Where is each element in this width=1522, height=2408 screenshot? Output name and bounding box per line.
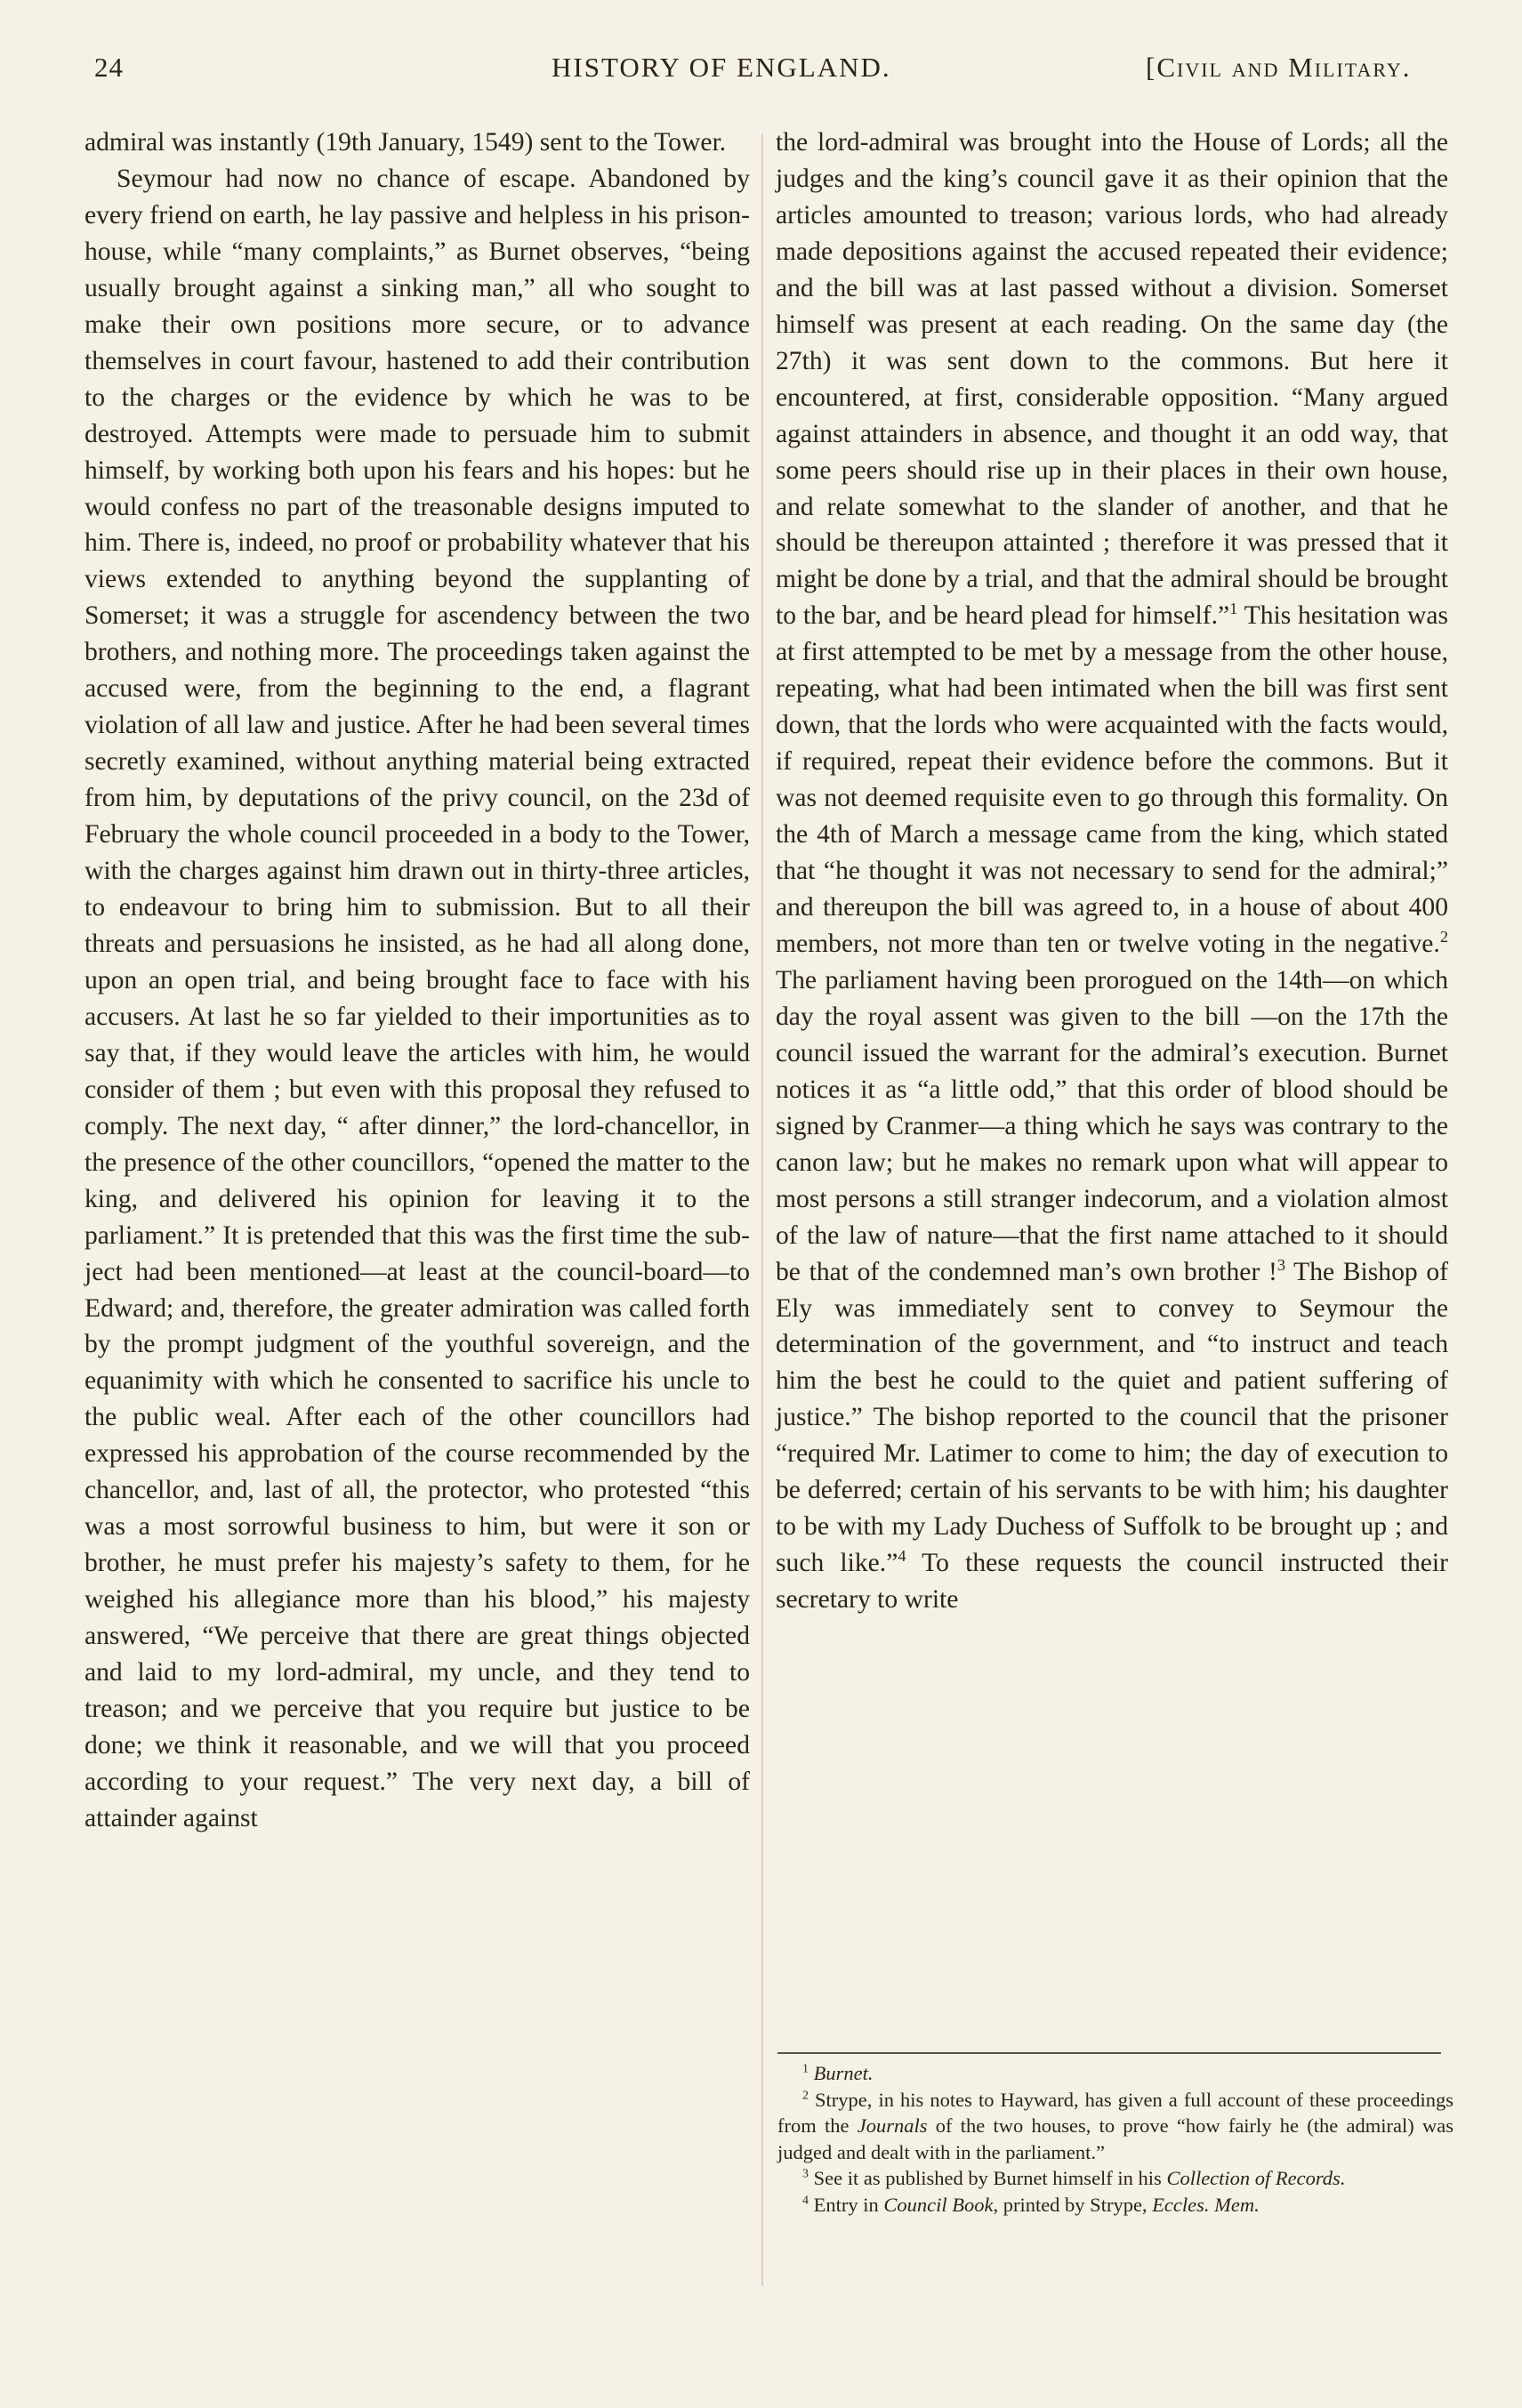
- footnote-3-text-a: See it as published by Burnet himself in his: [813, 2167, 1167, 2190]
- footnote-4-number: 4: [802, 2194, 809, 2208]
- footnote-2-text-b: of the two houses, to prove “how fairly he (the admiral) was judged and dealt with in the parliament.”: [777, 2114, 1454, 2163]
- page-header: [89, 52, 1459, 91]
- right-text-2: This hesitation was at first attempted to be met by a message from the other house, repeating, what had been intimated when the bill was first sent down, that the lords who were acquainted with the facts would, if required, repeat their evidence before the commons. But it was not deemed requisite even to go through this formality. On the 4th of March a message came from the king, which stated that “he thought it was not necessary to send for the admiral;” and thereupon the bill was agreed to, in a house of about 400 members, not more than ten or twelve voting in the negative.: [776, 601, 1448, 958]
- footnote-2-number: 2: [802, 2089, 809, 2103]
- footnote-marker-3: 3: [1276, 1255, 1285, 1274]
- footnote-1: [777, 2060, 1454, 2087]
- running-title: HISTORY OF ENGLAND.: [552, 52, 891, 83]
- footnote-2-italic: Journals: [857, 2114, 928, 2138]
- footnote-4-text-a: Entry in: [813, 2193, 884, 2216]
- footnote-4: [777, 2192, 1454, 2219]
- footnote-4-italic-b: Eccles. Mem.: [1152, 2193, 1260, 2216]
- left-paragraph-1: admiral was instantly (19th January, 1549) sent to the Tower.: [85, 128, 727, 157]
- right-column: [776, 125, 1448, 1618]
- page-number: 24: [94, 52, 124, 83]
- footnote-marker-4: 4: [898, 1547, 906, 1566]
- footnote-1-number: 1: [802, 2062, 809, 2076]
- right-text-5: To these requests the council instructed their secretary to write: [776, 1549, 1449, 1615]
- left-column: [85, 125, 750, 1837]
- right-text-3: The parliament having been prorogued on the 14th—on which day the royal assent was given to the bill —on the 17th the council issued the warrant for the admiral’s execution. Burnet notices it as “a little odd,” that this order of blood should be signed by Cranmer—a thing which he says was contrary to the canon law; but he makes no remark upon what will appear to most persons a still stranger indecorum, and a violation almost of the law of nature—that the first name attached to it should be that of the condemned man’s own brother !: [776, 965, 1448, 1286]
- footnote-3-italic: Collection of Records.: [1166, 2167, 1346, 2190]
- footnote-3-number: 3: [802, 2167, 809, 2181]
- right-text-1: the lord-admiral was brought into the House of Lords; all the judges and the king’s council gave it as their opinion that the articles amounted to treason; various lords, who had already made depositions against the accused repeated their evidence; and the bill was at last passed without a division. Somerset himself was present at each reading. On the same day (the 27th) it was sent down to the commons. But here it encountered, at first, considerable opposition. “Many argued against attainders in absence, and thought it an odd way, that some peers should rise up in their places in their own house, and relate somewhat to the slander of another, and that he should be thereupon attainted ; therefore it was pressed that it might be done by a trial, and that the admiral should be brought to the bar, and be heard plead for himself.”: [776, 128, 1448, 631]
- footnote-rule: [777, 2052, 1441, 2054]
- footnote-2-text-a: Strype, in his notes to Hayward, has given a full account of these proceedings from the: [777, 2088, 1454, 2138]
- section-label: [Civil and Military.: [1146, 52, 1412, 83]
- footnote-4-italic-a: Council Book: [883, 2193, 994, 2216]
- left-paragraph-2: Seymour had now no chance of escape. Abandoned by every friend on earth, he lay passive and helpless in his prison-house, while “many complaints,” as Burnet observes, “being usually brought against a sinking man,” all who sought to make their own positions more secure, or to advance themselves in court favour, hastened to add their contribution to the charges or the evidence by which he was to be destroyed. Attempts were made to persuade him to submit himself, by working both upon his fears and his hopes: but he would confess no part of the treasonable designs imputed to him. There is, indeed, no proof or probability whatever that his views extended to anything beyond the supplanting of Somerset; it was a struggle for ascendency between the two brothers, and nothing more. The proceedings taken against the accused were, from the beginning to the end, a flagrant violation of all law and justice. After he had been several times secretly examined, without anything material being extracted from him, by deputations of the privy council, on the 23d of February the whole council proceeded in a body to the Tower, with the charges against him drawn out in thirty-three articles, to endeavour to bring him to submission. But to all their threats and persuasions he insisted, as he had all along done, upon an open trial, and being brought face to face with his accusers. At last he so far yielded to their importunities as to say that, if they would leave the articles with him, he would consider of them ; but even with this proposal they refused to comply. The next day, “ after dinner,” the lord-chancellor, in the presence of the other councillors, “opened the matter to the king, and delivered his opinion for leaving it to the parliament.” It is pretended that this was the first time the subject had been mentioned—at least at the council-board—to Edward; and, therefore, the greater admiration was called forth by the prompt judgment of the youthful sovereign, and the equanimity with which he consented to sacrifice his uncle to the public weal. After each of the other councillors had expressed his approbation of the course recommended by the chancellor, and, last of all, the protector, who protested “this was a most sorrowful business to him, but were it son or brother, he must prefer his majesty’s safety to them, for he weighed his allegiance more than his blood,” his majesty answered, “We perceive that there are great things objected and laid to my lord-admiral, my uncle, and they tend to treason; and we perceive that you require but justice to be done; we think it reasonable, and we will that you proceed according to your request.” The very next day, a bill of attainder against: [85, 164, 750, 1832]
- column-divider: [761, 133, 763, 2286]
- right-text-4: The Bishop of Ely was immediately sent to convey to Seymour the determination of the government, and “to instruct and teach him the best he could to the quiet and patient suffering of justice.” The bishop reported to the council that the prisoner “required Mr. Latimer to come to him; the day of execution to be deferred; certain of his servants to be with him; his daughter to be with my Lady Duchess of Suffolk to be brought up ; and such like.”: [776, 1257, 1448, 1578]
- footnote-marker-2: 2: [1439, 928, 1448, 946]
- footnotes: [777, 2060, 1454, 2219]
- footnote-4-text-b: , printed by Strype,: [993, 2193, 1153, 2216]
- footnote-2: [777, 2087, 1454, 2166]
- right-paragraph: [776, 125, 1448, 1618]
- footnote-3: [777, 2165, 1454, 2192]
- footnote-marker-1: 1: [1229, 600, 1238, 618]
- footnote-1-text: Burnet.: [813, 2062, 874, 2084]
